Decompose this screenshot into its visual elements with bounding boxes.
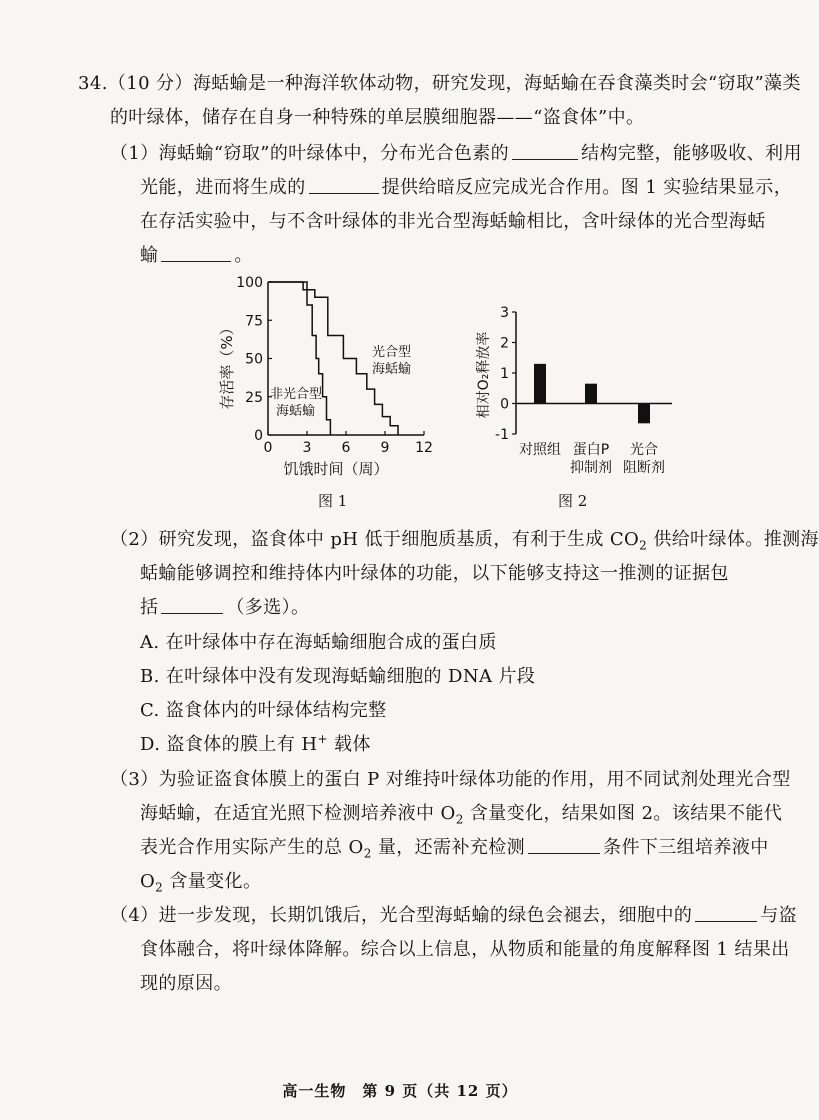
figure2-y-tick-label: 1	[500, 366, 509, 382]
part1-line3: 在存活实验中，与不含叶绿体的非光合型海蛞蝓相比，含叶绿体的光合型海蛞	[140, 211, 766, 232]
answer-blank-2[interactable]	[309, 175, 379, 194]
option-a: A. 在叶绿体中存在海蛞蝓细胞合成的蛋白质	[140, 632, 497, 653]
answer-blank-6[interactable]	[695, 903, 757, 922]
part2-line3: 括 （多选）。	[140, 597, 310, 618]
question-intro-line2: 的叶绿体，储存在自身一种特殊的单层膜细胞器——“盗食体”中。	[110, 107, 645, 128]
figure1-label-non-1: 非光合型	[270, 387, 323, 402]
figure1-y-tick-label: 50	[245, 351, 263, 368]
part4-line2: 食体融合，将叶绿体降解。综合以上信息，从物质和能量的角度解释图 1 结果出	[140, 939, 790, 960]
figure2-caption: 图 2	[558, 492, 588, 510]
figure2-cat1: 对照组	[519, 442, 561, 458]
part2-line2: 蛞蝓能够调控和维持体内叶绿体的功能，以下能够支持这一推测的证据包	[140, 563, 729, 584]
figure1-x-tick-label: 0	[263, 440, 273, 456]
part2-line1: （2）研究发现，盗食体中 pH 低于细胞质基质，有利于生成 $CO_2$ 供给叶绿体。推测海	[110, 529, 819, 553]
figure2-bar-chart	[470, 300, 700, 510]
page-footer: 高一生物 第 9 页（共 12 页）	[282, 1082, 518, 1100]
figure1-x-tick-label: 3	[302, 440, 312, 456]
option-b: B. 在叶绿体中没有发现海蛞蝓细胞的 DNA 片段	[140, 666, 536, 687]
answer-blank-4[interactable]	[161, 595, 223, 614]
figure2-bar-1	[534, 364, 546, 404]
part3-line3: 表光合作用实际产生的总 $O_2$ 量，还需补充检测 条件下三组培养液中	[140, 837, 769, 861]
part1-line4: 蝓 。	[140, 245, 253, 266]
figure2-ylabel: 相对O₂释放率	[476, 331, 492, 419]
question-intro-line1: 34.（10 分）海蛞蝓是一种海洋软体动物，研究发现，海蛞蝓在吞食藻类时会“窃取”藻类	[78, 73, 801, 94]
figure1-x-tick-label: 12	[415, 440, 433, 456]
figure1-y-tick-label: 75	[245, 313, 263, 330]
figure2-cat3a: 光合	[630, 442, 658, 458]
figure2-cat2a: 蛋白P	[572, 442, 610, 458]
figure2-cat2b: 抑制剂	[570, 460, 612, 476]
figure2-cat3b: 阻断剂	[623, 460, 665, 476]
figure2-y-tick-label: 0	[500, 396, 509, 413]
figure1-label-non-2: 海蛞蝓	[276, 404, 316, 419]
figure2-y-tick-label: 3	[500, 305, 509, 321]
figure1-caption: 图 1	[318, 492, 348, 510]
part4-line3: 现的原因。	[140, 973, 232, 994]
option-d: D. 盗食体的膜上有 H+ 载体	[140, 732, 371, 755]
part1-line1: （1）海蛞蝓“窃取”的叶绿体中，分布光合色素的 结构完整，能够吸收、利用	[110, 143, 802, 164]
part1-line2: 光能，进而将生成的 提供给暗反应完成光合作用。图 1 实验结果显示，	[140, 177, 793, 198]
figure1-x-tick-label: 6	[341, 440, 351, 456]
figure2-bar-2	[585, 384, 597, 404]
answer-blank-3[interactable]	[161, 243, 231, 262]
answer-blank-1[interactable]	[512, 141, 578, 160]
part3-line1: （3）为验证盗食体膜上的蛋白 P 对维持叶绿体功能的作用，用不同试剂处理光合型	[110, 769, 791, 790]
answer-blank-5[interactable]	[528, 835, 600, 854]
figure2-y-tick-label: -1	[495, 427, 509, 443]
figure1-y-tick-label: 0	[254, 428, 263, 444]
part3-line4: $O_2$ 含量变化。	[140, 871, 262, 895]
figure1-xlabel: 饥饿时间（周）	[283, 460, 389, 478]
figure1-y-tick-label: 100	[236, 275, 263, 291]
figure1-label-photo-1: 光合型	[372, 345, 412, 360]
figure1-survival-chart	[210, 270, 450, 480]
option-c: C. 盗食体内的叶绿体结构完整	[140, 700, 387, 721]
part3-line2: 海蛞蝓，在适宜光照下检测培养液中 $O_2$ 含量变化，结果如图 2。该结果不能代	[140, 803, 783, 827]
part4-line1: （4）进一步发现，长期饥饿后，光合型海蛞蝓的绿色会褪去，细胞中的 与盗	[110, 905, 798, 926]
figure1-x-tick-label: 9	[380, 440, 390, 456]
figure2-y-tick-label: 2	[500, 335, 509, 352]
figure1-ylabel: 存活率（%）	[218, 320, 236, 410]
figure1-label-photo-2: 海蛞蝓	[372, 362, 412, 377]
figure2-bar-3	[638, 404, 650, 424]
figure1-y-tick-label: 25	[245, 389, 263, 406]
